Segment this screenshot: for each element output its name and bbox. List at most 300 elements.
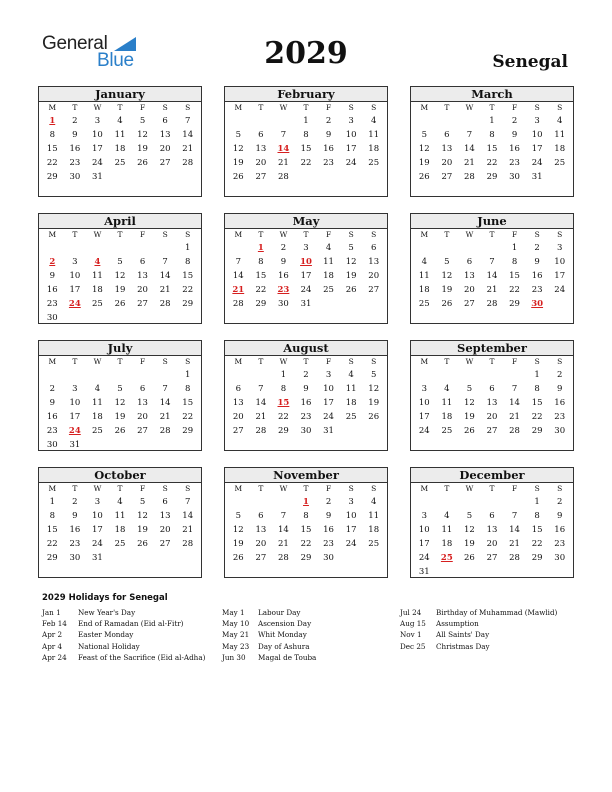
day-cell: 11	[92, 271, 103, 281]
day-cell: 30	[300, 426, 312, 436]
holiday-name: Feast of the Sacrifice (Eid al-Adha)	[78, 652, 206, 662]
weekday-header: F	[139, 484, 146, 493]
day-cell: 3	[421, 384, 427, 394]
day-cell: 15	[46, 144, 58, 154]
day-cell: 17	[418, 412, 430, 422]
day-cell: 20	[137, 412, 148, 422]
month-july	[38, 340, 202, 451]
country-name: Senegal	[492, 52, 568, 72]
day-cell: 23	[323, 539, 334, 549]
holiday-row	[42, 629, 205, 640]
empty-day-cell	[227, 114, 250, 128]
day-cell: 19	[137, 144, 148, 154]
day-cell: 9	[556, 511, 563, 521]
weekday-header: W	[465, 103, 474, 112]
day-cell: 30	[554, 553, 566, 563]
weekday-header: S	[185, 484, 191, 493]
day-cell: 3	[421, 511, 427, 521]
day-cell: 20	[232, 412, 244, 422]
day-cell: 7	[258, 384, 264, 394]
day-cell: 9	[72, 511, 78, 521]
weekday-header: S	[371, 230, 377, 239]
day-cell: 16	[323, 144, 334, 154]
empty-day-cell	[503, 368, 526, 382]
weekday-header: M	[48, 357, 57, 366]
day-cell: 11	[554, 130, 566, 140]
day-cell: 22	[531, 412, 543, 422]
day-cell: 14	[486, 271, 498, 281]
month-september	[410, 340, 574, 451]
month-day-grid	[225, 229, 387, 311]
day-cell: 6	[444, 130, 450, 140]
day-cell: 20	[137, 285, 148, 295]
weekday-header: S	[371, 357, 377, 366]
day-cell: 22	[300, 539, 312, 549]
holiday-day-cell: 25	[440, 553, 453, 563]
day-cell: 10	[92, 511, 103, 521]
day-cell: 17	[92, 525, 103, 535]
month-october	[38, 467, 202, 578]
day-cell: 5	[139, 116, 146, 126]
day-cell: 3	[72, 257, 78, 267]
day-cell: 24	[323, 412, 334, 422]
weekday-header: S	[162, 230, 168, 239]
day-cell: 13	[255, 144, 267, 154]
day-cell: 1	[184, 370, 191, 380]
weekday-header: T	[72, 484, 78, 493]
day-cell: 26	[464, 553, 475, 563]
day-cell: 18	[114, 525, 126, 535]
day-cell: 28	[509, 426, 520, 436]
day-cell: 7	[235, 257, 241, 267]
day-cell: 13	[232, 398, 244, 408]
holiday-day-cell: 2	[49, 257, 56, 267]
holiday-date: Feb 14	[42, 619, 67, 629]
day-cell: 20	[441, 158, 453, 168]
day-cell: 19	[464, 412, 475, 422]
day-cell: 22	[255, 285, 267, 295]
holiday-date: Jan 1	[42, 608, 61, 617]
empty-day-cell	[250, 368, 273, 382]
day-cell: 10	[418, 525, 430, 535]
day-cell: 26	[137, 158, 148, 168]
weekday-header: F	[325, 103, 332, 112]
day-cell: 2	[303, 370, 309, 380]
day-cell: 17	[418, 539, 430, 549]
day-cell: 16	[69, 525, 81, 535]
weekday-header: T	[72, 357, 78, 366]
empty-day-cell	[458, 368, 481, 382]
day-cell: 2	[511, 116, 518, 126]
empty-day-cell	[154, 368, 177, 382]
day-cell: 7	[162, 384, 168, 394]
day-cell: 27	[486, 426, 498, 436]
day-cell: 8	[303, 511, 309, 521]
month-day-grid	[411, 483, 573, 579]
weekday-header: F	[511, 230, 518, 239]
day-cell: 14	[182, 511, 194, 521]
day-cell: 10	[92, 130, 103, 140]
day-cell: 13	[486, 398, 498, 408]
holiday-name: Magal de Touba	[258, 652, 317, 662]
day-cell: 7	[489, 257, 495, 267]
day-cell: 7	[511, 511, 518, 521]
holiday-name: Christmas Day	[436, 641, 490, 651]
empty-day-cell	[86, 241, 109, 255]
weekday-header: S	[534, 103, 540, 112]
day-cell: 31	[92, 553, 103, 563]
holidays-title: 2029 Holidays for Senegal	[42, 593, 168, 603]
weekday-header: S	[162, 484, 168, 493]
day-cell: 7	[511, 384, 518, 394]
month-june	[410, 213, 574, 324]
day-cell: 7	[466, 130, 473, 140]
day-cell: 16	[69, 144, 81, 154]
day-cell: 3	[94, 116, 101, 126]
day-cell: 16	[554, 525, 566, 535]
day-cell: 26	[114, 299, 126, 309]
holiday-name: Assumption	[436, 619, 479, 629]
day-cell: 3	[72, 384, 78, 394]
weekday-header: F	[139, 230, 146, 239]
day-cell: 24	[300, 285, 312, 295]
holiday-date: May 23	[222, 641, 250, 651]
day-cell: 3	[534, 116, 540, 126]
weekday-header: T	[444, 230, 450, 239]
holiday-name: Labour Day	[258, 608, 301, 617]
day-cell: 11	[441, 398, 453, 408]
empty-day-cell	[481, 495, 504, 509]
weekday-header: M	[420, 357, 429, 366]
weekday-header: S	[348, 484, 354, 493]
day-cell: 20	[464, 285, 475, 295]
month-title: December	[411, 468, 573, 483]
day-cell: 4	[325, 243, 332, 253]
weekday-header: T	[303, 230, 309, 239]
day-cell: 8	[534, 511, 540, 521]
day-cell: 18	[92, 412, 103, 422]
day-cell: 23	[323, 158, 334, 168]
day-cell: 17	[531, 144, 543, 154]
day-cell: 13	[255, 525, 267, 535]
holiday-row	[42, 607, 205, 618]
weekday-header: M	[48, 230, 57, 239]
day-cell: 23	[531, 285, 543, 295]
day-cell: 20	[486, 412, 498, 422]
holiday-row	[400, 629, 557, 640]
day-cell: 5	[117, 257, 123, 267]
day-cell: 23	[46, 299, 58, 309]
day-cell: 25	[368, 158, 380, 168]
day-cell: 21	[159, 412, 171, 422]
day-cell: 17	[554, 271, 566, 281]
day-cell: 28	[278, 172, 289, 182]
empty-day-cell	[227, 241, 250, 255]
day-cell: 17	[69, 285, 81, 295]
holiday-row	[222, 641, 316, 652]
day-cell: 16	[554, 398, 566, 408]
day-cell: 9	[325, 130, 332, 140]
day-cell: 28	[159, 299, 171, 309]
day-cell: 7	[184, 116, 191, 126]
day-cell: 29	[300, 553, 312, 563]
weekday-header: T	[117, 357, 123, 366]
day-cell: 12	[114, 271, 126, 281]
holiday-day-cell: 21	[232, 285, 245, 295]
day-cell: 5	[235, 511, 241, 521]
holiday-day-cell: 15	[277, 398, 290, 408]
day-cell: 15	[182, 271, 194, 281]
month-title: August	[225, 341, 387, 356]
day-cell: 28	[278, 553, 289, 563]
day-cell: 17	[345, 144, 357, 154]
day-cell: 5	[117, 384, 123, 394]
weekday-header: T	[444, 484, 450, 493]
holiday-row	[400, 618, 557, 629]
day-cell: 11	[345, 384, 357, 394]
month-title: June	[411, 214, 573, 229]
day-cell: 25	[441, 426, 453, 436]
holiday-date: Apr 2	[42, 630, 63, 640]
day-cell: 16	[46, 412, 58, 422]
day-cell: 4	[556, 116, 563, 126]
day-cell: 6	[258, 130, 264, 140]
day-cell: 17	[300, 271, 312, 281]
day-cell: 11	[92, 398, 103, 408]
weekday-header: M	[234, 103, 243, 112]
day-cell: 2	[325, 116, 332, 126]
day-cell: 24	[418, 426, 430, 436]
day-cell: 17	[345, 525, 357, 535]
month-title: July	[39, 341, 201, 356]
holiday-date: May 1	[222, 608, 245, 617]
day-cell: 30	[69, 172, 81, 182]
day-cell: 10	[323, 384, 334, 394]
weekday-header: T	[117, 484, 123, 493]
logo-text-general: General	[42, 33, 108, 54]
day-cell: 6	[139, 257, 146, 267]
weekday-header: T	[489, 357, 495, 366]
weekday-header: F	[325, 484, 332, 493]
day-cell: 29	[486, 172, 498, 182]
holiday-day-cell: 1	[303, 497, 309, 507]
weekday-header: T	[117, 230, 123, 239]
day-cell: 3	[556, 243, 563, 253]
day-cell: 9	[511, 130, 518, 140]
day-cell: 28	[509, 553, 520, 563]
day-cell: 22	[182, 285, 194, 295]
day-cell: 13	[486, 525, 498, 535]
day-cell: 12	[368, 384, 380, 394]
day-cell: 27	[232, 426, 244, 436]
day-cell: 15	[300, 144, 312, 154]
day-cell: 26	[114, 426, 126, 436]
day-cell: 6	[489, 384, 495, 394]
day-cell: 15	[300, 525, 312, 535]
empty-day-cell	[413, 495, 436, 509]
day-cell: 14	[464, 144, 475, 154]
day-cell: 13	[159, 511, 171, 521]
holiday-name: All Saints' Day	[436, 630, 490, 640]
day-cell: 26	[441, 299, 453, 309]
day-cell: 25	[368, 539, 380, 549]
day-cell: 30	[509, 172, 520, 182]
day-cell: 12	[464, 398, 475, 408]
weekday-header: S	[534, 357, 540, 366]
day-cell: 6	[489, 511, 495, 521]
weekday-header: W	[93, 103, 102, 112]
day-cell: 18	[114, 144, 126, 154]
weekday-header: S	[557, 357, 563, 366]
day-cell: 22	[278, 412, 289, 422]
weekday-header: S	[185, 230, 191, 239]
day-cell: 31	[300, 299, 312, 309]
day-cell: 26	[418, 172, 430, 182]
weekday-header: T	[489, 230, 495, 239]
weekday-header: W	[93, 230, 102, 239]
day-cell: 23	[509, 158, 520, 168]
holiday-date: May 21	[222, 630, 250, 640]
day-cell: 19	[464, 539, 475, 549]
day-cell: 11	[368, 130, 380, 140]
day-cell: 21	[278, 539, 289, 549]
day-cell: 1	[280, 370, 287, 380]
day-cell: 23	[554, 412, 566, 422]
day-cell: 12	[464, 525, 475, 535]
day-cell: 19	[232, 539, 244, 549]
day-cell: 4	[444, 384, 450, 394]
day-cell: 31	[418, 567, 430, 577]
day-cell: 9	[534, 257, 540, 267]
day-cell: 10	[345, 511, 357, 521]
weekday-header: W	[279, 230, 288, 239]
weekday-header: F	[511, 103, 518, 112]
day-cell: 27	[159, 539, 171, 549]
empty-day-cell	[436, 495, 459, 509]
month-day-grid	[225, 356, 387, 438]
day-cell: 29	[255, 299, 267, 309]
day-cell: 28	[182, 539, 194, 549]
day-cell: 19	[368, 398, 380, 408]
weekday-header: T	[258, 357, 264, 366]
day-cell: 31	[323, 426, 334, 436]
month-day-grid	[39, 229, 201, 325]
month-title: September	[411, 341, 573, 356]
day-cell: 22	[46, 158, 58, 168]
day-cell: 18	[441, 412, 453, 422]
day-cell: 30	[278, 299, 289, 309]
day-cell: 25	[323, 285, 334, 295]
day-cell: 23	[554, 539, 566, 549]
logo-text-blue: Blue	[97, 50, 134, 71]
weekday-header: F	[325, 357, 332, 366]
day-cell: 8	[303, 130, 309, 140]
day-cell: 3	[303, 243, 309, 253]
day-cell: 6	[162, 497, 168, 507]
weekday-header: M	[48, 484, 57, 493]
day-cell: 31	[531, 172, 543, 182]
day-cell: 12	[345, 257, 357, 267]
weekday-header: S	[534, 230, 540, 239]
day-cell: 15	[182, 398, 194, 408]
weekday-header: F	[325, 230, 332, 239]
day-cell: 12	[232, 144, 244, 154]
day-cell: 25	[345, 412, 357, 422]
day-cell: 24	[531, 158, 543, 168]
empty-day-cell	[154, 241, 177, 255]
day-cell: 11	[323, 257, 334, 267]
day-cell: 19	[232, 158, 244, 168]
empty-day-cell	[413, 114, 436, 128]
day-cell: 4	[370, 497, 377, 507]
weekday-header: S	[348, 357, 354, 366]
month-title: February	[225, 87, 387, 102]
day-cell: 8	[258, 257, 264, 267]
holiday-column	[42, 607, 205, 663]
day-cell: 13	[159, 130, 171, 140]
day-cell: 11	[418, 271, 430, 281]
empty-day-cell	[227, 368, 250, 382]
weekday-header: T	[489, 103, 495, 112]
weekday-header: S	[185, 103, 191, 112]
day-cell: 6	[258, 511, 264, 521]
holiday-row	[222, 652, 316, 663]
day-cell: 8	[49, 511, 55, 521]
month-december	[410, 467, 574, 578]
empty-day-cell	[272, 495, 295, 509]
day-cell: 22	[46, 539, 58, 549]
weekday-header: S	[371, 103, 377, 112]
holiday-date: Aug 15	[400, 619, 426, 629]
weekday-header: W	[465, 357, 474, 366]
day-cell: 12	[441, 271, 453, 281]
weekday-header: T	[444, 357, 450, 366]
day-cell: 12	[137, 511, 148, 521]
weekday-header: M	[234, 230, 243, 239]
holiday-date: Dec 25	[400, 641, 426, 651]
day-cell: 21	[464, 158, 475, 168]
day-cell: 20	[486, 539, 498, 549]
holiday-date: Apr 4	[42, 641, 63, 651]
empty-day-cell	[64, 241, 87, 255]
weekday-header: M	[234, 484, 243, 493]
day-cell: 7	[184, 497, 191, 507]
day-cell: 30	[323, 553, 334, 563]
day-cell: 29	[509, 299, 520, 309]
day-cell: 14	[509, 525, 520, 535]
day-cell: 13	[137, 271, 148, 281]
day-cell: 21	[159, 285, 171, 295]
day-cell: 12	[232, 525, 244, 535]
day-cell: 4	[421, 257, 427, 267]
day-cell: 13	[368, 257, 380, 267]
holiday-name: National Holiday	[78, 641, 140, 651]
day-cell: 18	[368, 525, 380, 535]
day-cell: 16	[46, 285, 58, 295]
weekday-header: W	[93, 484, 102, 493]
day-cell: 2	[556, 497, 563, 507]
holiday-name: Day of Ashura	[258, 641, 310, 651]
month-title: October	[39, 468, 201, 483]
empty-day-cell	[413, 241, 436, 255]
holiday-row	[222, 618, 316, 629]
day-cell: 2	[49, 384, 55, 394]
day-cell: 8	[280, 384, 287, 394]
day-cell: 28	[182, 158, 194, 168]
day-cell: 30	[46, 440, 58, 450]
day-cell: 13	[441, 144, 453, 154]
month-february	[224, 86, 388, 197]
